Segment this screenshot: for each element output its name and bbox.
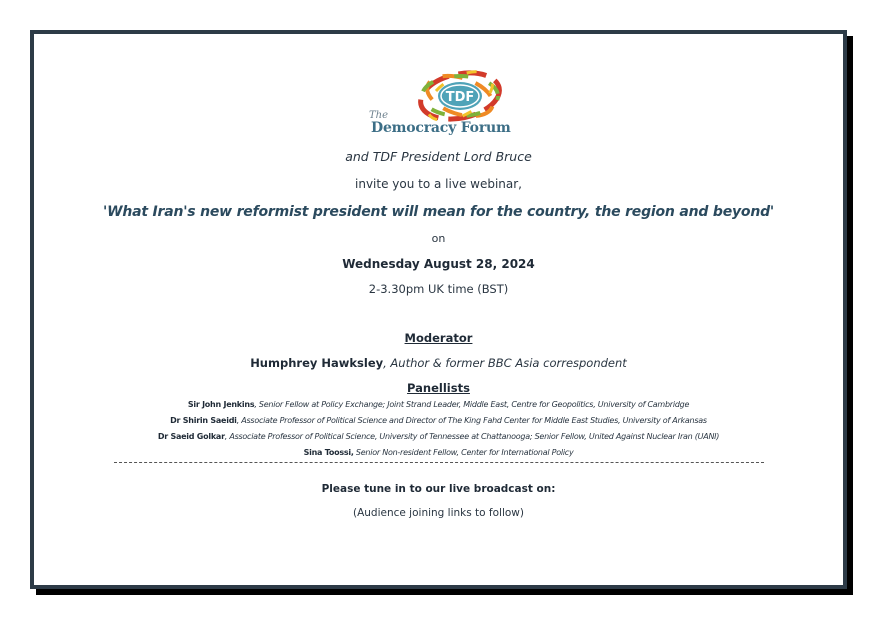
panellist-row: [34, 397, 843, 413]
links-note: (Audience joining links to follow): [352, 507, 524, 519]
invitation-card: [30, 30, 847, 589]
panellist-row: [34, 429, 843, 445]
panellist-name: Dr Saeid Golkar: [157, 432, 225, 441]
panellist-name: Dr Shirin Saeidi: [170, 416, 237, 425]
panellists-heading: Panellists: [407, 381, 470, 395]
tune-in-text: Please tune in to our live broadcast on:: [321, 483, 556, 495]
dashed-divider: [114, 462, 764, 463]
moderator-name: Humphrey Hawksley: [250, 356, 384, 370]
event-date: Wednesday August 28, 2024: [342, 257, 535, 271]
logo-script-text: The: [369, 110, 389, 121]
host-line: and TDF President Lord Bruce: [345, 149, 532, 164]
moderator-line: [34, 356, 843, 370]
moderator-role: , Author & former BBC Asia correspondent: [383, 356, 627, 370]
panellist-name: Sina Toossi,: [303, 448, 354, 457]
panellist-role: , Associate Professor of Political Science, University of Tennessee at Chattanooga; Senior Fellow, United Against Nuclear Iran (UANI): [224, 432, 720, 441]
logo-badge-text: TDF: [445, 90, 475, 105]
panellists-list: [34, 397, 843, 461]
panellist-role: , Senior Fellow at Policy Exchange; Joint Strand Leader, Middle East, Centre for Geopolitics, University of Cambridge: [254, 400, 690, 409]
webinar-title: 'What Iran's new reformist president will mean for the country, the region and beyond': [102, 204, 775, 220]
event-time: 2-3.30pm UK time (BST): [368, 282, 509, 296]
panellist-role: , Associate Professor of Political Science and Director of The King Fahd Center for Middle East Studies, University of Arkansas: [236, 416, 707, 425]
panellist-row: [34, 413, 843, 429]
logo-name: Democracy Forum: [371, 120, 511, 136]
moderator-heading: Moderator: [404, 331, 473, 345]
invite-line: invite you to a live webinar,: [355, 177, 522, 191]
panellist-name: Sir John Jenkins: [187, 400, 255, 409]
panellist-row: [34, 445, 843, 461]
panellist-role: Senior Non-resident Fellow, Center for International Policy: [353, 448, 574, 457]
on-line: on: [431, 232, 446, 245]
